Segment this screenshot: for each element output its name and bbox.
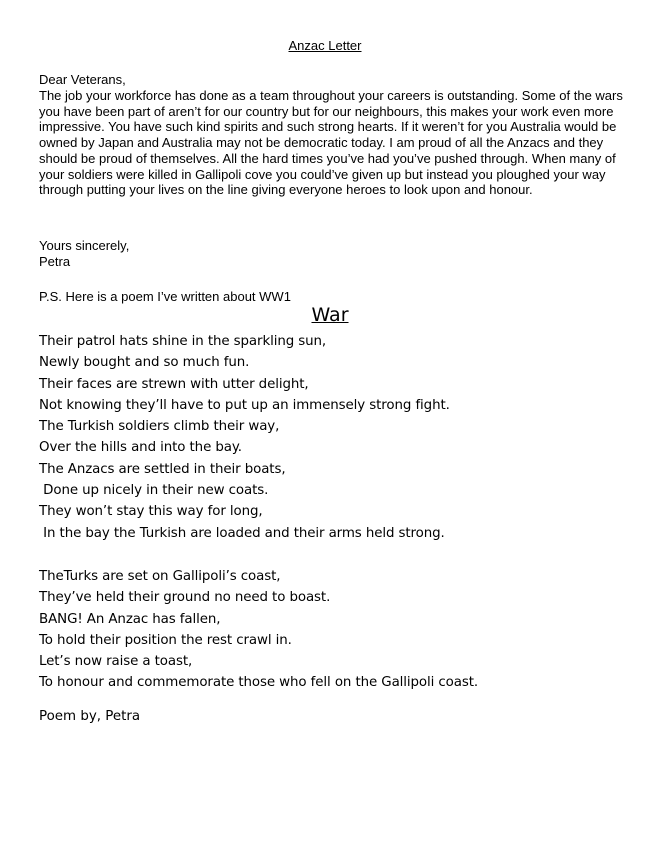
poem-line: In the bay the Turkish are loaded and their arms held strong. xyxy=(39,525,445,541)
poem-line: To honour and commemorate those who fell on the Gallipoli coast. xyxy=(39,675,479,691)
poem-line: They won’t stay this way for long, xyxy=(39,504,263,520)
letter-greeting: Dear Veterans, xyxy=(39,72,126,87)
letter-body: The job your workforce has done as a team throughout your careers is outstanding. Some of the wars you have been part of aren’t for our country but for our neighbours, this makes your work even more impressive. You have such kind spirits and such strong hearts. If it weren’t for you Australia would be owned by Japan and Australia may not be democratic today. I am proud of all the Anzacs and they should be proud of themselves. All the hard times you’ve had you’ve pushed through. When many of your soldiers were killed in Gallipoli cove you could’ve given up but instead you ploughed your way through putting your lives on the line giving everyone heroes to look upon and honour. xyxy=(39,88,623,198)
poem-stanza-1 xyxy=(39,331,639,544)
poem-line: Not knowing they’ll have to put up an immensely strong fight. xyxy=(39,397,450,413)
poem-line: Let’s now raise a toast, xyxy=(39,654,193,670)
document-title: Anzac Letter xyxy=(288,38,362,53)
poem-line: Newly bought and so much fun. xyxy=(39,355,250,371)
poem-line: Over the hills and into the bay. xyxy=(39,440,242,456)
poem-line: Their faces are strewn with utter delight, xyxy=(39,376,309,392)
poem-line: TheTurks are set on Gallipoli’s coast, xyxy=(39,569,281,584)
letter-postscript: P.S. Here is a poem I’ve written about WW1 xyxy=(39,289,291,304)
poem-line: BANG! An Anzac has fallen, xyxy=(39,611,221,627)
poem-line: To hold their position the rest crawl in. xyxy=(39,632,292,648)
letter-closing: Yours sincerely, xyxy=(39,238,130,253)
poem-line: They’ve held their ground no need to boast. xyxy=(39,590,331,606)
poem-stanza-2 xyxy=(39,566,639,694)
poem-line: Their patrol hats shine in the sparkling sun, xyxy=(39,334,327,349)
poem-title: War xyxy=(311,304,349,326)
poem-line: The Turkish soldiers climb their way, xyxy=(39,419,280,435)
poem-line: The Anzacs are settled in their boats, xyxy=(39,461,286,477)
poem-line: Done up nicely in their new coats. xyxy=(39,483,269,499)
letter-signature: Petra xyxy=(39,254,71,269)
poem-credit: Poem by, Petra xyxy=(39,709,141,724)
